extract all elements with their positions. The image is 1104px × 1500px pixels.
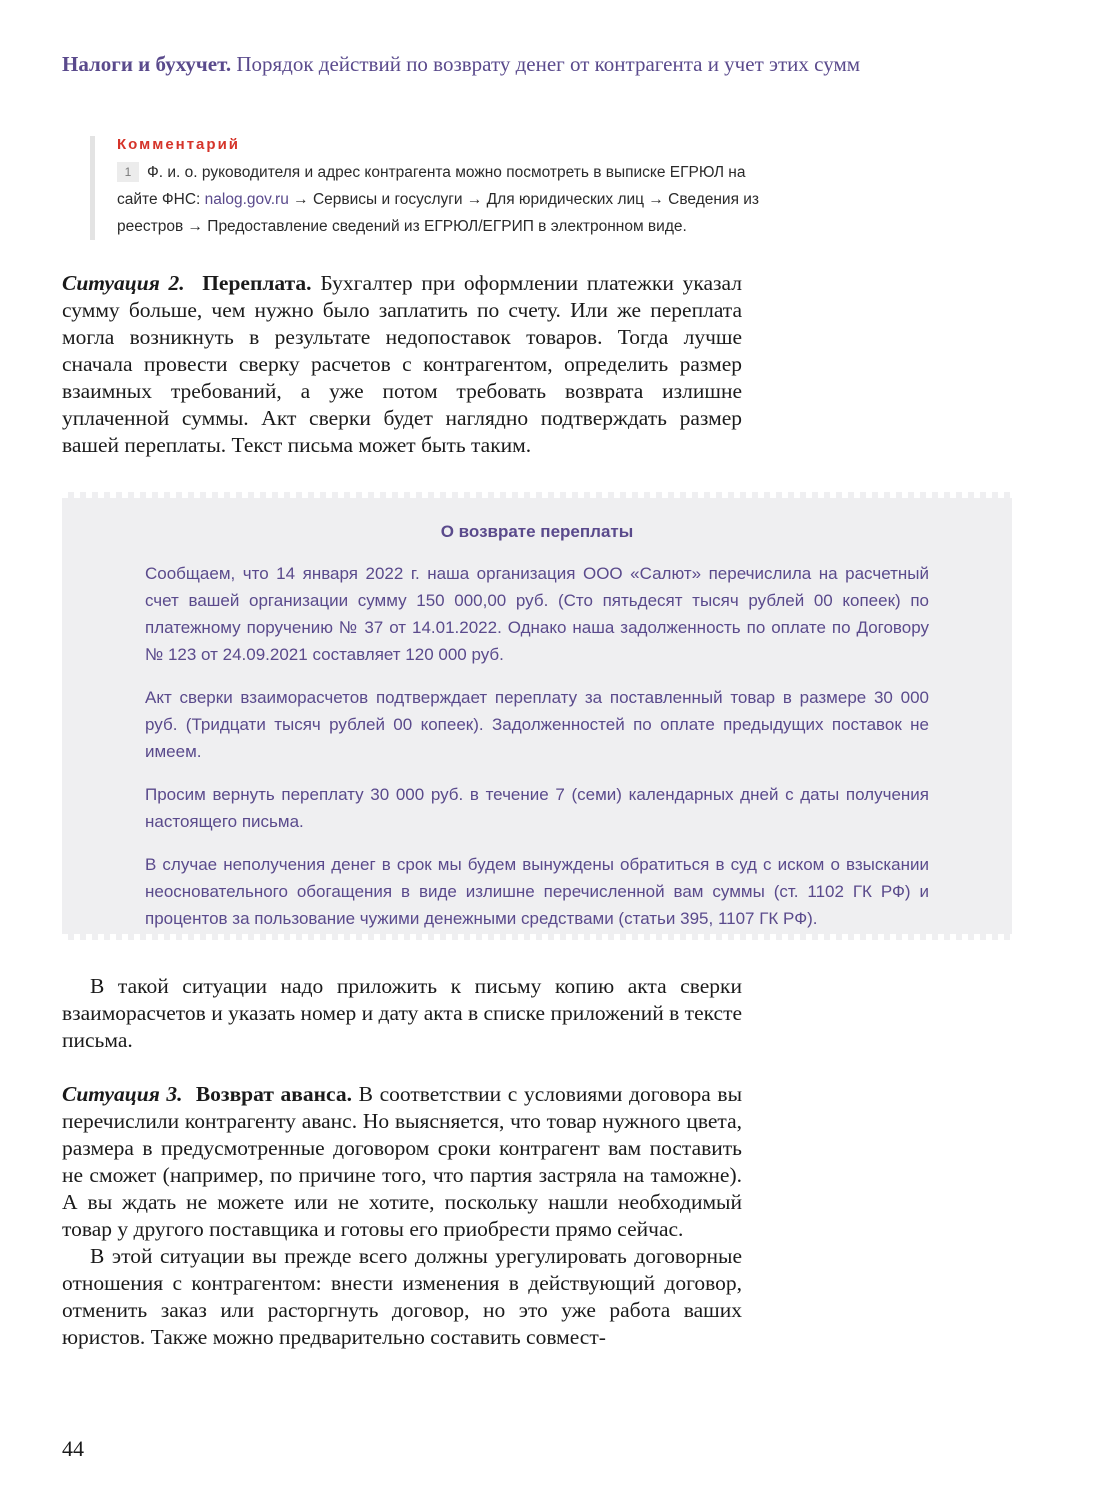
situation-2-label: Ситуация 2. — [62, 271, 185, 295]
letter-paragraph-2: Акт сверки взаиморасчетов подтверждает переплату за поставленный товар в размере 30 000 руб. (Тридцати тысяч рублей 00 копеек). Задолженностей по оплате предыдущих поставок не имеем. — [145, 688, 929, 761]
situation-3-paragraph — [62, 1081, 742, 1243]
header-section: Налоги и бухучет. — [62, 52, 232, 76]
situation-2-title: Переплата. — [202, 271, 312, 295]
comment-text-after: → Сервисы и госуслуги → Для юридических лиц → Сведения из реестров → Предоставление сведений из ЕГРЮЛ/ЕГРИП в электронном виде. — [117, 191, 760, 235]
situation-3-paragraph-2: В этой ситуации вы прежде всего должны урегулировать договорные отношения с контрагентом: внести изменения в действующий договор, отменить заказ или расторгнуть договор, но это уже работа ваших юристов. Также можно предварительно составить совмест- — [62, 1244, 742, 1349]
comment-label: Комментарий — [117, 136, 241, 153]
running-header — [62, 52, 860, 77]
letter-paragraph-1: Сообщаем, что 14 января 2022 г. наша организация ООО «Салют» перечислила на расчетный счет вашей организации сумму 150 000,00 руб. (Сто пятьдесят тысяч рублей 00 копеек) по платежному поручению № 37 от 14.01.2022. Однако наша задолженность по оплате по Договору № 123 от 24.09.2021 составляет 120 000 руб. — [145, 564, 929, 664]
header-title: Порядок действий по возврату денег от контрагента и учет этих сумм — [236, 52, 861, 76]
comment-text-before: Ф. и. о. руководителя и адрес контрагента можно посмотреть в выписке ЕГРЮЛ на сайте ФНС: — [117, 164, 746, 208]
comment-number: 1 — [117, 162, 139, 182]
situation-2 — [62, 270, 742, 459]
situation-3-label: Ситуация 3. — [62, 1082, 183, 1106]
situation-2-text: Бухгалтер при оформлении платежки указал сумму больше, чем нужно было заплатить по счету. Или же переплата могла возникнуть в результате недопоставок товаров. Тогда лучше сначала провести сверку расчетов с контрагентом, определить размер взаимных требований, а уже потом требовать возврата излишне уплаченной суммы. Акт сверки будет наглядно подтверждать размер вашей переплаты. Текст письма может быть таким. — [62, 271, 743, 457]
letter-paragraph-3: Просим вернуть переплату 30 000 руб. в течение 7 (семи) календарных дней с даты получения настоящего письма. — [145, 785, 929, 831]
page-number: 44 — [62, 1436, 84, 1461]
letter-sample — [62, 492, 1012, 940]
fns-link[interactable]: nalog.gov.ru — [204, 191, 289, 208]
letter-title: О возврате переплаты — [440, 522, 634, 541]
situation-2-paragraph — [62, 270, 742, 459]
situation-3 — [62, 1081, 742, 1351]
comment-block — [90, 136, 777, 240]
letter-paragraph-4: В случае неполучения денег в срок мы будем вынуждены обратиться в суд с иском о взыскании неосновательного обогащения в виде излишне перечисленной вам суммы (ст. 1102 ГК РФ) и процентов за пользование чужими денежными средствами (статьи 395, 1107 ГК РФ). — [145, 855, 929, 928]
letter-content — [145, 522, 929, 948]
situation-3-title: Возврат аванса. — [195, 1082, 352, 1106]
comment-text — [117, 159, 777, 240]
after-letter-paragraph: В такой ситуации надо приложить к письму копию акта сверки взаиморасчетов и указать номер и дату акта в списке приложений в тексте письма. — [62, 974, 743, 1052]
after-letter — [62, 973, 742, 1054]
situation-3-text: В соответствии с условиями договора вы перечислили контрагенту аванс. Но выясняется, что товар нужного цвета, размера в предусмотренные договором сроки контрагент вам поставить не сможет (например, по причине того, что партия застряла на таможне). А вы ждать не можете или не хотите, поскольку нашли необходимый товар у другого поставщика и готовы его приобрести прямо сейчас. — [62, 1082, 743, 1241]
